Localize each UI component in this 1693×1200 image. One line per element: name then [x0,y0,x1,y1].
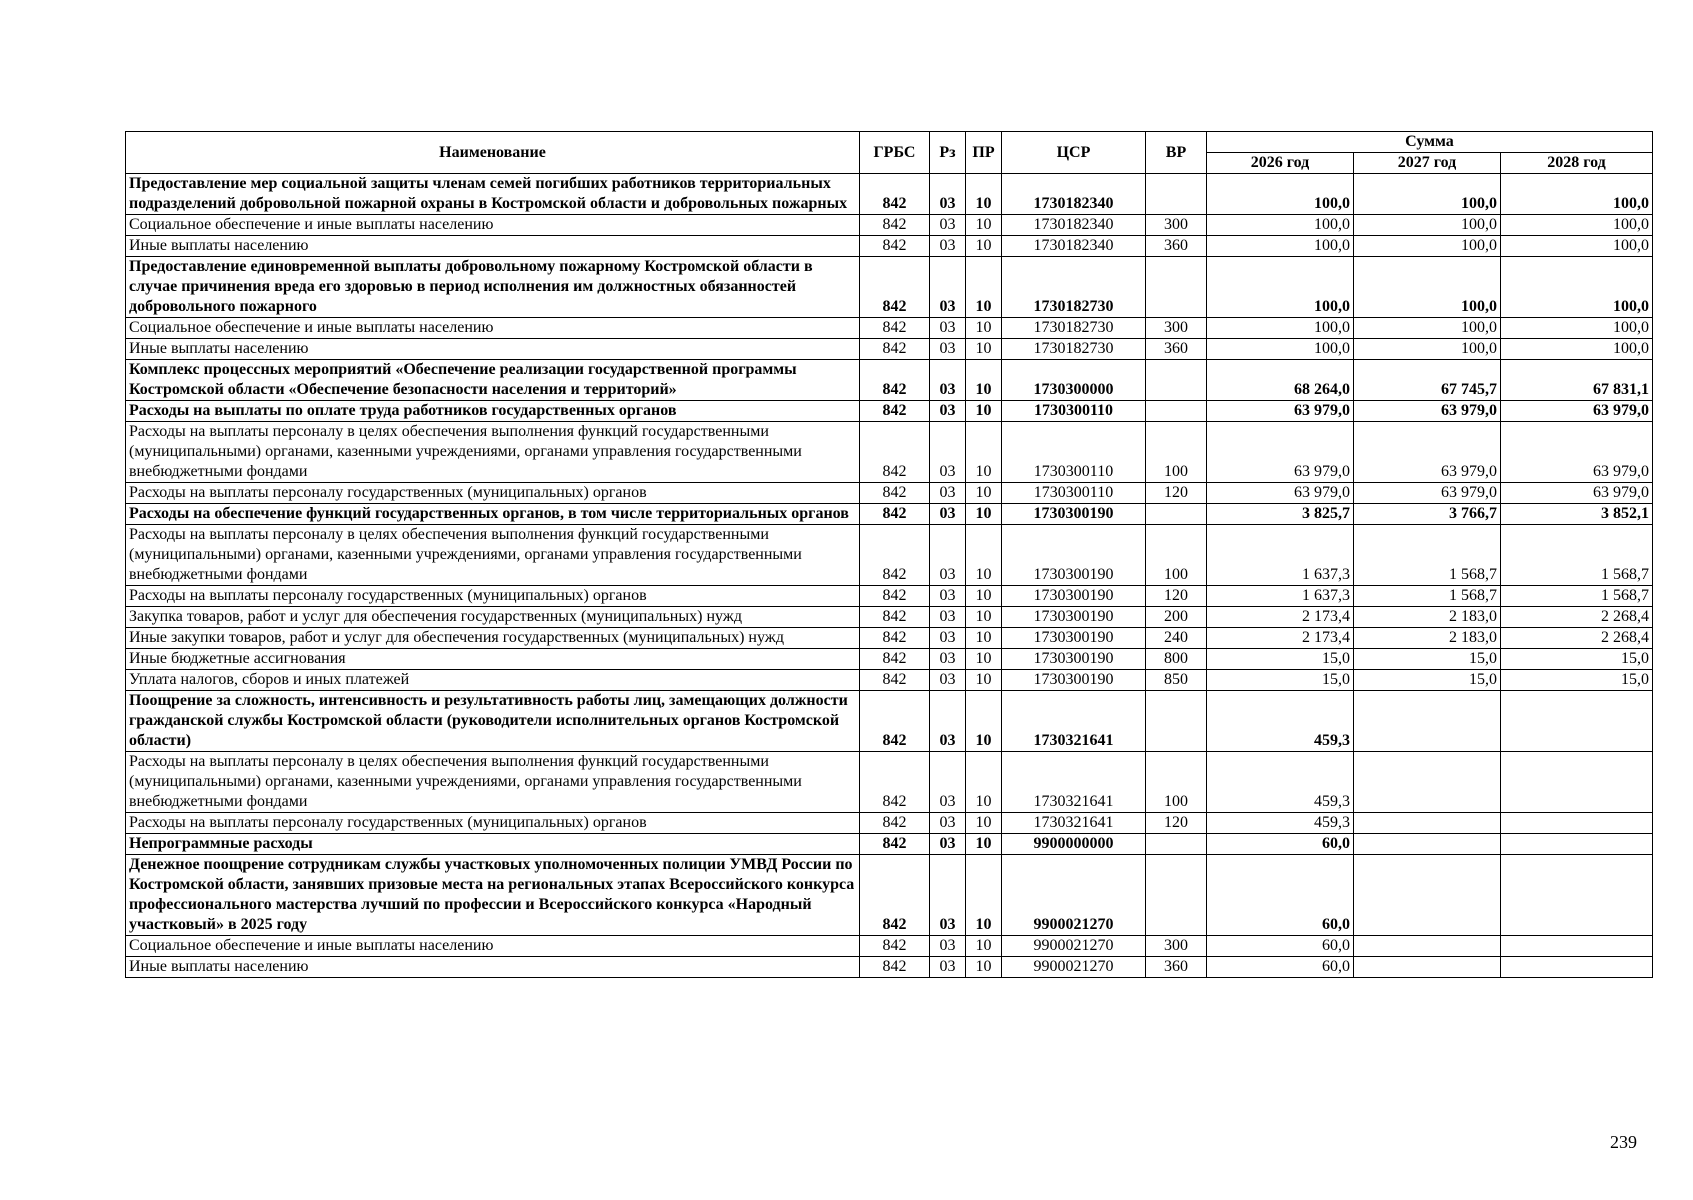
table-row [126,360,1653,401]
row-name: Расходы на выплаты персоналу государственных (муниципальных) органов [126,813,860,834]
row-name: Предоставление единовременной выплаты добровольному пожарному Костромской области в случае причинения вреда его здоровью в период исполнения им должностных обязанностей добровольного пожарного [126,257,860,318]
row-amount-2028: 15,0 [1501,649,1653,670]
row-vr: 300 [1146,215,1207,236]
row-rz: 03 [930,422,966,483]
table-row [126,607,1653,628]
row-name: Расходы на выплаты персоналу в целях обеспечения выполнения функций государственными (муниципальными) органами, казенными учреждениями, органами управления государственными внебюджетными фондами [126,422,860,483]
row-grbs: 842 [860,504,930,525]
row-rz: 03 [930,936,966,957]
row-csr: 1730300190 [1002,525,1146,586]
row-rz: 03 [930,957,966,978]
row-grbs: 842 [860,215,930,236]
table-row [126,525,1653,586]
row-csr: 1730300110 [1002,483,1146,504]
row-grbs: 842 [860,628,930,649]
row-amount-2027: 63 979,0 [1354,422,1501,483]
row-csr: 9900021270 [1002,855,1146,936]
row-rz: 03 [930,607,966,628]
row-rz: 03 [930,174,966,215]
row-amount-2028: 2 268,4 [1501,607,1653,628]
row-amount-2028: 3 852,1 [1501,504,1653,525]
row-vr [1146,834,1207,855]
row-name: Закупка товаров, работ и услуг для обеспечения государственных (муниципальных) нужд [126,607,860,628]
row-name: Расходы на выплаты персоналу в целях обеспечения выполнения функций государственными (муниципальными) органами, казенными учреждениями, органами управления государственными внебюджетными фондами [126,525,860,586]
row-amount-2026: 63 979,0 [1207,401,1354,422]
row-amount-2028: 100,0 [1501,174,1653,215]
row-rz: 03 [930,339,966,360]
row-amount-2026: 60,0 [1207,936,1354,957]
row-rz: 03 [930,483,966,504]
header-sum: Сумма [1207,132,1653,153]
row-name: Поощрение за сложность, интенсивность и результативность работы лиц, замещающих должности гражданской службы Костромской области (руководители исполнительных органов Костромской области) [126,691,860,752]
row-amount-2028 [1501,752,1653,813]
row-csr: 9900000000 [1002,834,1146,855]
row-amount-2028 [1501,957,1653,978]
row-grbs: 842 [860,360,930,401]
table-row [126,401,1653,422]
table-row [126,483,1653,504]
row-pr: 10 [966,215,1002,236]
row-name: Непрограммные расходы [126,834,860,855]
row-amount-2028: 100,0 [1501,339,1653,360]
row-amount-2028: 63 979,0 [1501,401,1653,422]
row-amount-2026: 60,0 [1207,855,1354,936]
row-pr: 10 [966,834,1002,855]
table-row [126,670,1653,691]
row-pr: 10 [966,607,1002,628]
row-csr: 1730300190 [1002,504,1146,525]
row-pr: 10 [966,525,1002,586]
row-amount-2027 [1354,834,1501,855]
row-amount-2026: 100,0 [1207,257,1354,318]
row-amount-2027: 63 979,0 [1354,483,1501,504]
row-name: Социальное обеспечение и иные выплаты населению [126,215,860,236]
row-amount-2027 [1354,957,1501,978]
row-name: Расходы на выплаты персоналу в целях обеспечения выполнения функций государственными (муниципальными) органами, казенными учреждениями, органами управления государственными внебюджетными фондами [126,752,860,813]
row-pr: 10 [966,483,1002,504]
row-rz: 03 [930,215,966,236]
row-amount-2026: 1 637,3 [1207,525,1354,586]
row-grbs: 842 [860,752,930,813]
row-amount-2027: 67 745,7 [1354,360,1501,401]
row-amount-2028: 100,0 [1501,318,1653,339]
row-amount-2028: 1 568,7 [1501,525,1653,586]
row-amount-2026: 100,0 [1207,318,1354,339]
row-amount-2027 [1354,691,1501,752]
row-pr: 10 [966,339,1002,360]
row-pr: 10 [966,401,1002,422]
row-amount-2028: 100,0 [1501,215,1653,236]
row-amount-2028 [1501,855,1653,936]
row-vr: 300 [1146,318,1207,339]
row-grbs: 842 [860,318,930,339]
row-rz: 03 [930,670,966,691]
header-rz: Рз [930,132,966,174]
row-rz: 03 [930,628,966,649]
row-pr: 10 [966,586,1002,607]
row-rz: 03 [930,691,966,752]
row-vr [1146,360,1207,401]
row-csr: 1730321641 [1002,813,1146,834]
row-pr: 10 [966,360,1002,401]
row-amount-2027 [1354,855,1501,936]
row-name: Расходы на обеспечение функций государственных органов, в том числе территориальных органов [126,504,860,525]
header-grbs: ГРБС [860,132,930,174]
row-amount-2028 [1501,936,1653,957]
row-grbs: 842 [860,422,930,483]
row-rz: 03 [930,752,966,813]
row-name: Иные выплаты населению [126,957,860,978]
table-row [126,813,1653,834]
row-rz: 03 [930,813,966,834]
row-pr: 10 [966,813,1002,834]
table-row [126,504,1653,525]
row-amount-2026: 2 173,4 [1207,628,1354,649]
row-pr: 10 [966,236,1002,257]
row-amount-2027: 100,0 [1354,318,1501,339]
header-year-2027: 2027 год [1354,153,1501,174]
row-pr: 10 [966,936,1002,957]
row-vr: 850 [1146,670,1207,691]
row-amount-2026: 60,0 [1207,834,1354,855]
row-grbs: 842 [860,670,930,691]
row-vr: 300 [1146,936,1207,957]
row-rz: 03 [930,504,966,525]
row-amount-2026: 459,3 [1207,752,1354,813]
row-grbs: 842 [860,586,930,607]
table-row [126,215,1653,236]
header-csr: ЦСР [1002,132,1146,174]
row-pr: 10 [966,422,1002,483]
row-grbs: 842 [860,483,930,504]
header-vr: ВР [1146,132,1207,174]
row-amount-2027: 100,0 [1354,339,1501,360]
row-pr: 10 [966,691,1002,752]
row-amount-2026: 15,0 [1207,670,1354,691]
row-vr: 100 [1146,752,1207,813]
row-grbs: 842 [860,855,930,936]
row-name: Социальное обеспечение и иные выплаты населению [126,936,860,957]
row-rz: 03 [930,525,966,586]
row-vr: 120 [1146,813,1207,834]
row-amount-2026: 459,3 [1207,691,1354,752]
table-body [126,174,1653,978]
row-rz: 03 [930,318,966,339]
row-amount-2026: 100,0 [1207,174,1354,215]
row-pr: 10 [966,174,1002,215]
row-vr [1146,257,1207,318]
row-rz: 03 [930,855,966,936]
row-amount-2026: 2 173,4 [1207,607,1354,628]
row-name: Иные выплаты населению [126,339,860,360]
table-row [126,586,1653,607]
table-row [126,957,1653,978]
row-amount-2028: 100,0 [1501,236,1653,257]
table-row [126,318,1653,339]
row-rz: 03 [930,649,966,670]
row-amount-2028 [1501,834,1653,855]
row-amount-2026: 100,0 [1207,236,1354,257]
row-grbs: 842 [860,401,930,422]
header-name: Наименование [126,132,860,174]
row-amount-2027 [1354,752,1501,813]
row-grbs: 842 [860,174,930,215]
budget-table [125,131,1653,978]
row-vr: 360 [1146,339,1207,360]
row-name: Социальное обеспечение и иные выплаты населению [126,318,860,339]
row-amount-2026: 68 264,0 [1207,360,1354,401]
row-amount-2026: 100,0 [1207,215,1354,236]
row-amount-2026: 15,0 [1207,649,1354,670]
row-pr: 10 [966,670,1002,691]
row-amount-2027: 100,0 [1354,215,1501,236]
row-amount-2026: 100,0 [1207,339,1354,360]
table-row [126,855,1653,936]
row-csr: 1730182340 [1002,215,1146,236]
table-header-row [126,132,1653,153]
row-csr: 1730182340 [1002,174,1146,215]
row-amount-2027: 100,0 [1354,174,1501,215]
row-vr: 360 [1146,236,1207,257]
row-rz: 03 [930,236,966,257]
table-row [126,422,1653,483]
row-pr: 10 [966,504,1002,525]
row-pr: 10 [966,957,1002,978]
row-amount-2028: 100,0 [1501,257,1653,318]
row-amount-2027 [1354,813,1501,834]
row-amount-2028: 2 268,4 [1501,628,1653,649]
row-grbs: 842 [860,236,930,257]
row-vr: 100 [1146,422,1207,483]
table-row [126,752,1653,813]
row-amount-2027: 100,0 [1354,257,1501,318]
row-csr: 1730182340 [1002,236,1146,257]
table-row [126,691,1653,752]
row-amount-2027: 2 183,0 [1354,607,1501,628]
row-amount-2027: 1 568,7 [1354,586,1501,607]
row-grbs: 842 [860,649,930,670]
row-csr: 1730321641 [1002,691,1146,752]
row-rz: 03 [930,257,966,318]
row-amount-2026: 459,3 [1207,813,1354,834]
row-rz: 03 [930,401,966,422]
row-amount-2026: 63 979,0 [1207,483,1354,504]
row-name: Расходы на выплаты персоналу государственных (муниципальных) органов [126,586,860,607]
row-amount-2027: 63 979,0 [1354,401,1501,422]
row-amount-2028: 15,0 [1501,670,1653,691]
row-pr: 10 [966,649,1002,670]
row-amount-2027: 1 568,7 [1354,525,1501,586]
row-grbs: 842 [860,957,930,978]
row-grbs: 842 [860,691,930,752]
row-csr: 1730300110 [1002,422,1146,483]
row-name: Комплекс процессных мероприятий «Обеспечение реализации государственной программы Костромской области «Обеспечение безопасности населения и территорий» [126,360,860,401]
row-csr: 1730321641 [1002,752,1146,813]
row-grbs: 842 [860,813,930,834]
table-row [126,236,1653,257]
row-csr: 1730300190 [1002,649,1146,670]
table-row [126,834,1653,855]
row-vr [1146,691,1207,752]
row-amount-2028 [1501,691,1653,752]
row-amount-2027: 15,0 [1354,649,1501,670]
row-vr: 240 [1146,628,1207,649]
row-rz: 03 [930,360,966,401]
row-name: Предоставление мер социальной защиты членам семей погибших работников территориальных подразделений добровольной пожарной охраны в Костромской области и добровольных пожарных [126,174,860,215]
row-pr: 10 [966,257,1002,318]
row-csr: 1730300190 [1002,607,1146,628]
row-vr: 200 [1146,607,1207,628]
row-csr: 1730182730 [1002,339,1146,360]
row-grbs: 842 [860,834,930,855]
row-rz: 03 [930,586,966,607]
row-grbs: 842 [860,339,930,360]
row-amount-2026: 1 637,3 [1207,586,1354,607]
row-amount-2027 [1354,936,1501,957]
row-csr: 1730182730 [1002,318,1146,339]
row-csr: 1730182730 [1002,257,1146,318]
row-amount-2028: 67 831,1 [1501,360,1653,401]
row-amount-2028: 1 568,7 [1501,586,1653,607]
row-grbs: 842 [860,257,930,318]
header-year-2026: 2026 год [1207,153,1354,174]
row-vr: 800 [1146,649,1207,670]
row-amount-2028: 63 979,0 [1501,422,1653,483]
row-csr: 1730300110 [1002,401,1146,422]
row-name: Иные закупки товаров, работ и услуг для обеспечения государственных (муниципальных) нужд [126,628,860,649]
row-amount-2026: 60,0 [1207,957,1354,978]
row-pr: 10 [966,752,1002,813]
table-row [126,339,1653,360]
row-pr: 10 [966,855,1002,936]
row-name: Уплата налогов, сборов и иных платежей [126,670,860,691]
table-row [126,257,1653,318]
row-amount-2028 [1501,813,1653,834]
row-name: Денежное поощрение сотрудникам службы участковых уполномоченных полиции УМВД России по Костромской области, занявших призовые места на региональных этапах Всероссийского конкурса профессионального мастерства лучший по профессии и Всероссийского конкурса «Народный участковый» в 2025 году [126,855,860,936]
row-amount-2027: 2 183,0 [1354,628,1501,649]
row-grbs: 842 [860,525,930,586]
row-grbs: 842 [860,936,930,957]
row-amount-2027: 15,0 [1354,670,1501,691]
row-name: Иные бюджетные ассигнования [126,649,860,670]
page-number: 239 [1610,1132,1637,1152]
row-vr: 120 [1146,586,1207,607]
row-grbs: 842 [860,607,930,628]
table-row [126,174,1653,215]
row-csr: 1730300190 [1002,586,1146,607]
row-name: Иные выплаты населению [126,236,860,257]
row-vr [1146,174,1207,215]
row-csr: 1730300190 [1002,628,1146,649]
row-rz: 03 [930,834,966,855]
row-amount-2026: 63 979,0 [1207,422,1354,483]
row-vr: 120 [1146,483,1207,504]
row-name: Расходы на выплаты персоналу государственных (муниципальных) органов [126,483,860,504]
row-vr: 100 [1146,525,1207,586]
row-csr: 1730300000 [1002,360,1146,401]
row-vr [1146,855,1207,936]
row-vr [1146,504,1207,525]
table-row [126,936,1653,957]
row-amount-2028: 63 979,0 [1501,483,1653,504]
row-amount-2027: 3 766,7 [1354,504,1501,525]
row-csr: 1730300190 [1002,670,1146,691]
row-vr [1146,401,1207,422]
row-pr: 10 [966,628,1002,649]
row-amount-2026: 3 825,7 [1207,504,1354,525]
table-row [126,649,1653,670]
row-pr: 10 [966,318,1002,339]
header-year-2028: 2028 год [1501,153,1653,174]
row-amount-2027: 100,0 [1354,236,1501,257]
row-name: Расходы на выплаты по оплате труда работников государственных органов [126,401,860,422]
header-pr: ПР [966,132,1002,174]
table-row [126,628,1653,649]
row-vr: 360 [1146,957,1207,978]
row-csr: 9900021270 [1002,957,1146,978]
row-csr: 9900021270 [1002,936,1146,957]
